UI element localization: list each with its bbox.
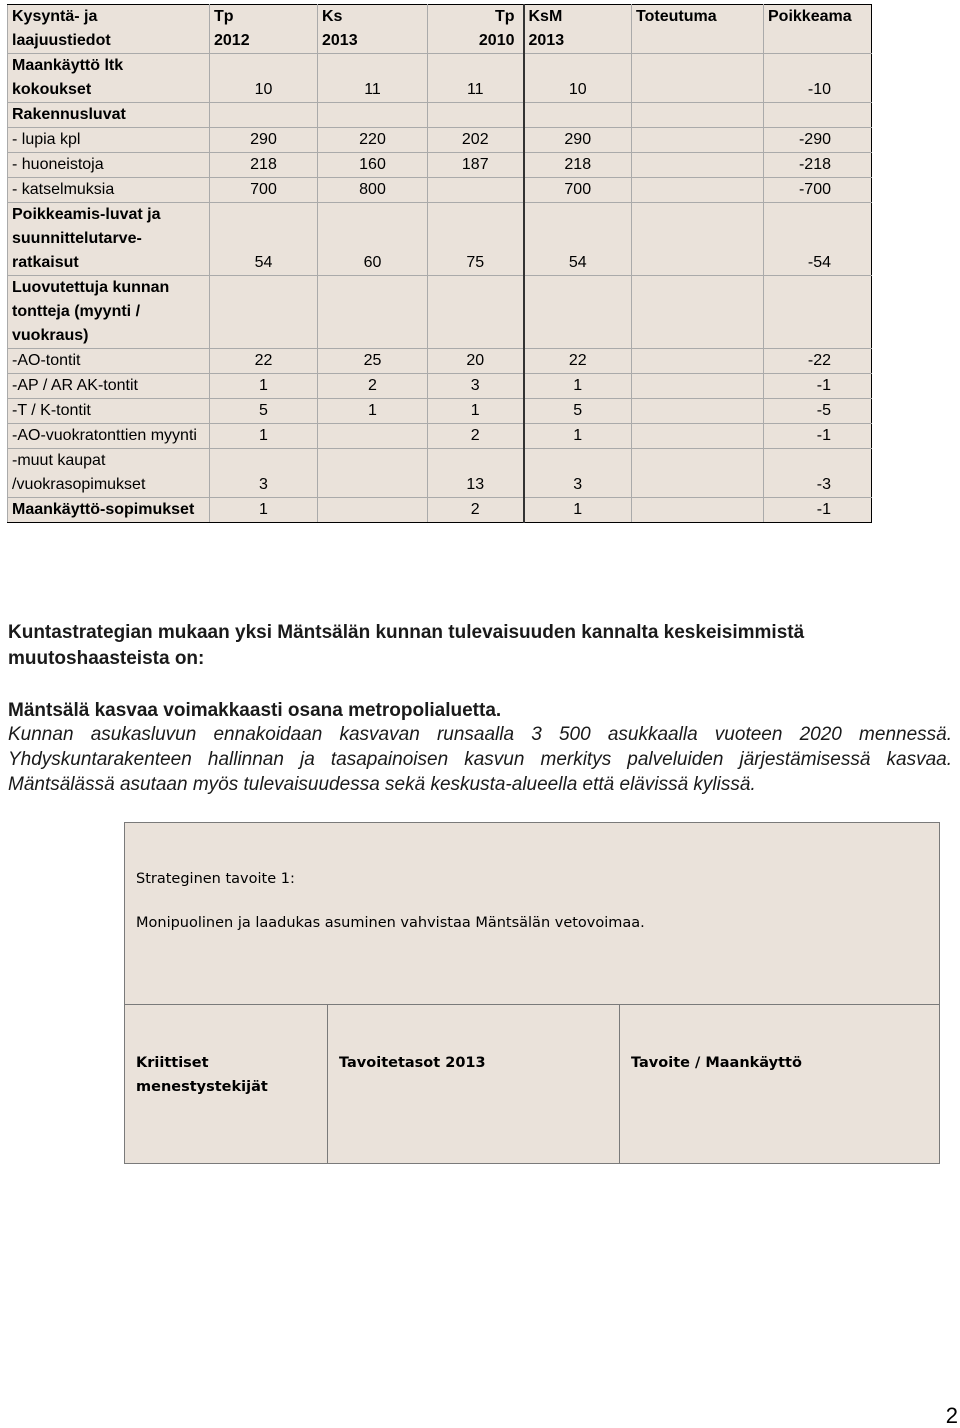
row-label: -AO-vuokratonttien myynti xyxy=(8,424,210,449)
table-cell: -218 xyxy=(764,153,872,178)
table-cell xyxy=(632,128,764,153)
row-label: Luovutettuja kunnan tontteja (myynti / vuokraus) xyxy=(8,276,210,349)
row-label: Maankäyttö-sopimukset xyxy=(8,498,210,523)
table-cell: 25 xyxy=(318,349,428,374)
table-cell xyxy=(318,498,428,523)
column-header: Toteutuma xyxy=(632,5,764,54)
table-row xyxy=(8,424,872,449)
table-cell: 290 xyxy=(210,128,318,153)
column-header: Poikkeama xyxy=(764,5,872,54)
table-cell xyxy=(632,153,764,178)
row-label: -AP / AR AK-tontit xyxy=(8,374,210,399)
table-row xyxy=(8,153,872,178)
page-number: 2 xyxy=(945,1403,958,1428)
target-levels-header: Tavoitetasot 2013 xyxy=(328,1005,620,1163)
row-label: -muut kaupat /vuokrasopimukset xyxy=(8,449,210,498)
row-label: -AO-tontit xyxy=(8,349,210,374)
table-cell xyxy=(632,103,764,128)
table-cell xyxy=(764,103,872,128)
table-cell xyxy=(632,349,764,374)
table-cell xyxy=(632,449,764,498)
row-label: - lupia kpl xyxy=(8,128,210,153)
table-row xyxy=(8,349,872,374)
table-cell: 3 xyxy=(524,449,632,498)
table-cell: 700 xyxy=(524,178,632,203)
table-cell xyxy=(632,399,764,424)
row-label: Rakennusluvat xyxy=(8,103,210,128)
table-row xyxy=(8,54,872,103)
table-cell: 218 xyxy=(524,153,632,178)
table-cell: 54 xyxy=(524,203,632,276)
table-cell xyxy=(632,178,764,203)
table-cell: -22 xyxy=(764,349,872,374)
row-label: - katselmuksia xyxy=(8,178,210,203)
column-header: KsM 2013 xyxy=(524,5,632,54)
table-row xyxy=(8,449,872,498)
table-row xyxy=(8,276,872,349)
table-cell xyxy=(764,276,872,349)
table-cell: 13 xyxy=(428,449,524,498)
table-row xyxy=(8,128,872,153)
table-cell: -1 xyxy=(764,374,872,399)
strategy-header xyxy=(125,823,939,1005)
table-cell: 1 xyxy=(524,374,632,399)
table-cell: 1 xyxy=(210,498,318,523)
table-cell: 60 xyxy=(318,203,428,276)
table-cell: 75 xyxy=(428,203,524,276)
table-cell: 700 xyxy=(210,178,318,203)
table-cell: 10 xyxy=(210,54,318,103)
statistics-table xyxy=(7,4,872,523)
table-cell xyxy=(632,498,764,523)
table-cell: 3 xyxy=(210,449,318,498)
table-cell: 2 xyxy=(318,374,428,399)
row-label: -T / K-tontit xyxy=(8,399,210,424)
table-cell: 54 xyxy=(210,203,318,276)
table-cell: 187 xyxy=(428,153,524,178)
column-header: Tp 2010 xyxy=(428,5,524,54)
table-cell xyxy=(524,103,632,128)
table-cell xyxy=(632,424,764,449)
table-row xyxy=(8,178,872,203)
table-cell: 20 xyxy=(428,349,524,374)
table-cell: 1 xyxy=(210,424,318,449)
column-header: Ks 2013 xyxy=(318,5,428,54)
table-cell xyxy=(318,424,428,449)
table-cell: 218 xyxy=(210,153,318,178)
goal-land-use-header: Tavoite / Maankäyttö xyxy=(631,1055,802,1071)
table-cell xyxy=(318,276,428,349)
row-label: - huoneistoja xyxy=(8,153,210,178)
table-cell: 3 xyxy=(428,374,524,399)
table-header-row xyxy=(8,5,872,54)
table-cell: -1 xyxy=(764,424,872,449)
table-cell: 1 xyxy=(524,424,632,449)
row-label: Poikkeamis-luvat ja suunnittelutarve-ratkaisut xyxy=(8,203,210,276)
row-label: Maankäyttö ltk kokoukset xyxy=(8,54,210,103)
table-cell: -290 xyxy=(764,128,872,153)
table-cell: -5 xyxy=(764,399,872,424)
table-cell xyxy=(632,54,764,103)
table-cell: -54 xyxy=(764,203,872,276)
table-cell: 290 xyxy=(524,128,632,153)
critical-success-factors-header: Kriittiset menestystekijät xyxy=(125,1005,328,1163)
table-cell xyxy=(210,276,318,349)
table-cell xyxy=(428,103,524,128)
table-cell: 1 xyxy=(524,498,632,523)
table-cell xyxy=(318,449,428,498)
strategy-label: Strateginen tavoite 1: xyxy=(136,871,295,887)
table-cell: 5 xyxy=(210,399,318,424)
table-cell xyxy=(632,203,764,276)
table-cell xyxy=(428,276,524,349)
table-cell xyxy=(524,276,632,349)
table-cell xyxy=(210,103,318,128)
strategy-box xyxy=(124,822,940,1164)
strategy-goal: Monipuolinen ja laadukas asuminen vahvistaa Mäntsälän vetovoimaa. xyxy=(136,915,645,931)
table-cell: 1 xyxy=(428,399,524,424)
table-cell: 11 xyxy=(428,54,524,103)
table-row xyxy=(8,374,872,399)
table-cell: -700 xyxy=(764,178,872,203)
strategy-columns xyxy=(125,1005,939,1163)
table-cell: 2 xyxy=(428,498,524,523)
column-header: Tp 2012 xyxy=(210,5,318,54)
table-cell: 11 xyxy=(318,54,428,103)
table-cell: -3 xyxy=(764,449,872,498)
subheading: Mäntsälä kasvaa voimakkaasti osana metropolialuetta. xyxy=(8,700,502,721)
table-cell: 10 xyxy=(524,54,632,103)
table-row xyxy=(8,203,872,276)
table-cell: 1 xyxy=(210,374,318,399)
table-cell: 22 xyxy=(210,349,318,374)
column-header: Kysyntä- ja laajuustiedot xyxy=(8,5,210,54)
intro-text: Kuntastrategian mukaan yksi Mäntsälän kunnan tulevaisuuden kannalta keskeisimmistä muutoshaasteista on: xyxy=(8,622,805,669)
table-cell: 202 xyxy=(428,128,524,153)
table-cell xyxy=(632,374,764,399)
table-cell xyxy=(318,103,428,128)
table-cell xyxy=(632,276,764,349)
table-cell: 220 xyxy=(318,128,428,153)
table-cell: -10 xyxy=(764,54,872,103)
table-row xyxy=(8,399,872,424)
table-cell: 5 xyxy=(524,399,632,424)
table-cell: 22 xyxy=(524,349,632,374)
table-cell: 160 xyxy=(318,153,428,178)
growth-paragraph: Kunnan asukasluvun ennakoidaan kasvavan runsaalla 3 500 asukkaalla vuoteen 2020 mennessä. Yhdyskuntarakenteen hallinnan ja tasapainoisen kasvun merkitys palveluiden järjestämisessä kasvaa. Mäntsälässä asutaan myös tulevaisuudessa sekä keskusta-alueella että elävissä kylissä. xyxy=(8,724,952,795)
table-cell xyxy=(428,178,524,203)
table-cell: 2 xyxy=(428,424,524,449)
table-cell: 800 xyxy=(318,178,428,203)
table-cell: -1 xyxy=(764,498,872,523)
table-cell: 1 xyxy=(318,399,428,424)
table-row xyxy=(8,498,872,523)
table-row xyxy=(8,103,872,128)
